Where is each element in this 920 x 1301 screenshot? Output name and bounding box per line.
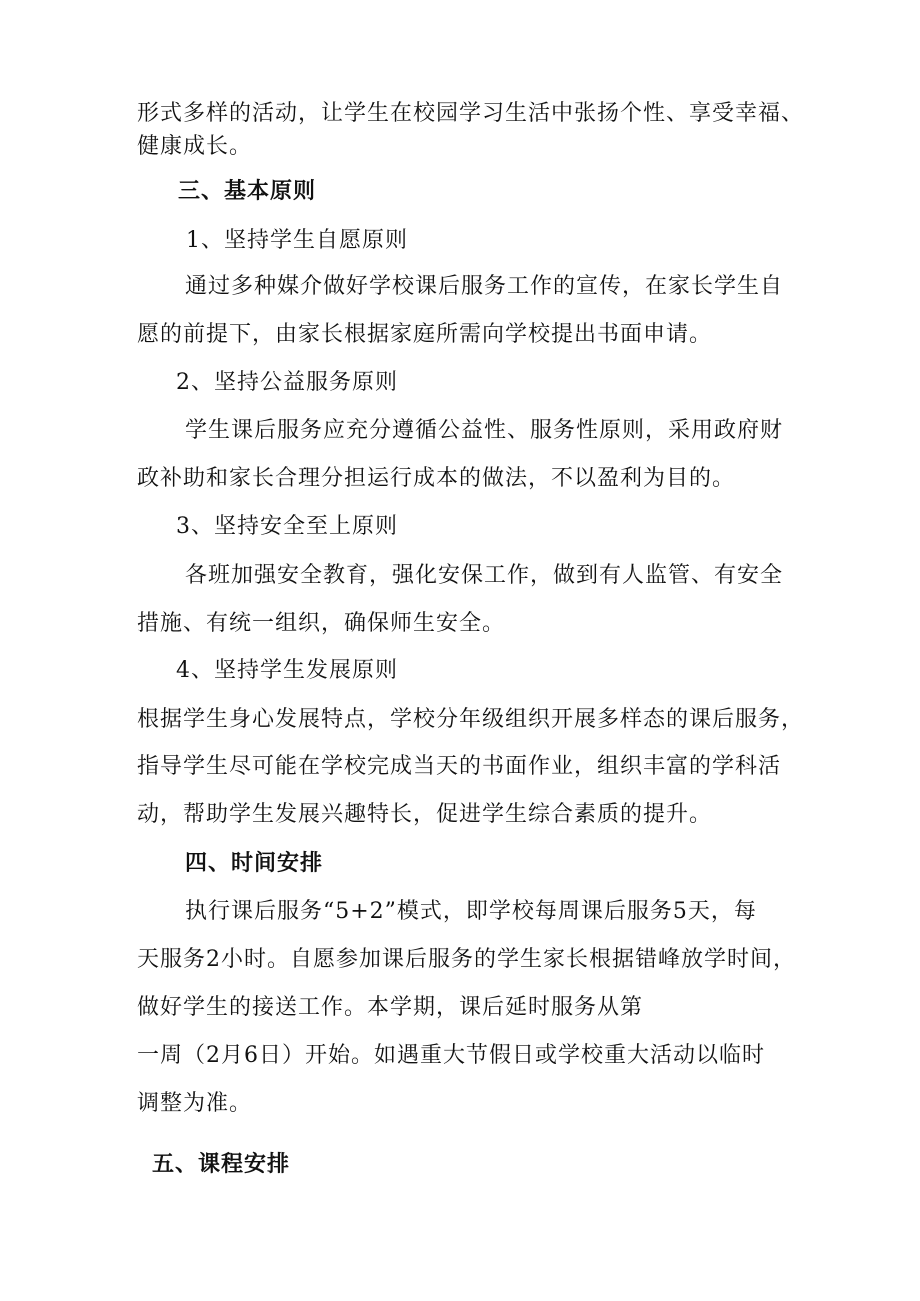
paragraph-line: 健康成长。 — [137, 134, 253, 159]
subheading-voluntary: 1、坚持学生自愿原则 — [186, 228, 408, 253]
paragraph-line: 执行课后服务“5+2”模式，即学校每周课后服务5天，每 — [185, 899, 757, 924]
paragraph-line: 形式多样的活动，让学生在校园学习生活中张扬个性、享受幸福、 — [137, 101, 805, 126]
paragraph-line: 指导学生尽可能在学校完成当天的书面作业，组织丰富的学科活 — [137, 754, 782, 779]
paragraph-line: 各班加强安全教育，强化安保工作，做到有人监管、有安全 — [185, 563, 784, 588]
paragraph-line: 措施、有统一组织，确保师生安全。 — [137, 611, 506, 636]
paragraph-line: 一周（2月6日）开始。如遇重大节假日或学校重大活动以临时 — [137, 1043, 765, 1068]
paragraph-line: 动，帮助学生发展兴趣特长，促进学生综合素质的提升。 — [137, 802, 713, 827]
section-heading-schedule: 四、时间安排 — [185, 851, 324, 876]
subheading-public-welfare: 2、坚持公益服务原则 — [176, 370, 398, 395]
paragraph-line: 政补助和家长合理分担运行成本的做法，不以盈利为目的。 — [137, 466, 736, 491]
paragraph-line: 做好学生的接送工作。本学期，课后延时服务从第 — [137, 995, 644, 1020]
paragraph-line: 天服务2小时。自愿参加课后服务的学生家长根据错峰放学时间， — [137, 947, 796, 972]
paragraph-line: 愿的前提下，由家长根据家庭所需向学校提出书面申请。 — [137, 322, 713, 347]
subheading-development: 4、坚持学生发展原则 — [176, 658, 398, 683]
paragraph-line: 通过多种媒介做好学校课后服务工作的宣传，在家长学生自 — [185, 274, 784, 299]
paragraph-line: 调整为准。 — [137, 1091, 253, 1116]
section-heading-courses: 五、课程安排 — [152, 1152, 291, 1177]
paragraph-line: 学生课后服务应充分遵循公益性、服务性原则，采用政府财 — [185, 418, 784, 443]
paragraph-line: 根据学生身心发展特点，学校分年级组织开展多样态的课后服务， — [137, 707, 805, 732]
subheading-safety: 3、坚持安全至上原则 — [176, 514, 398, 539]
section-heading-basic-principles: 三、基本原则 — [178, 179, 317, 204]
